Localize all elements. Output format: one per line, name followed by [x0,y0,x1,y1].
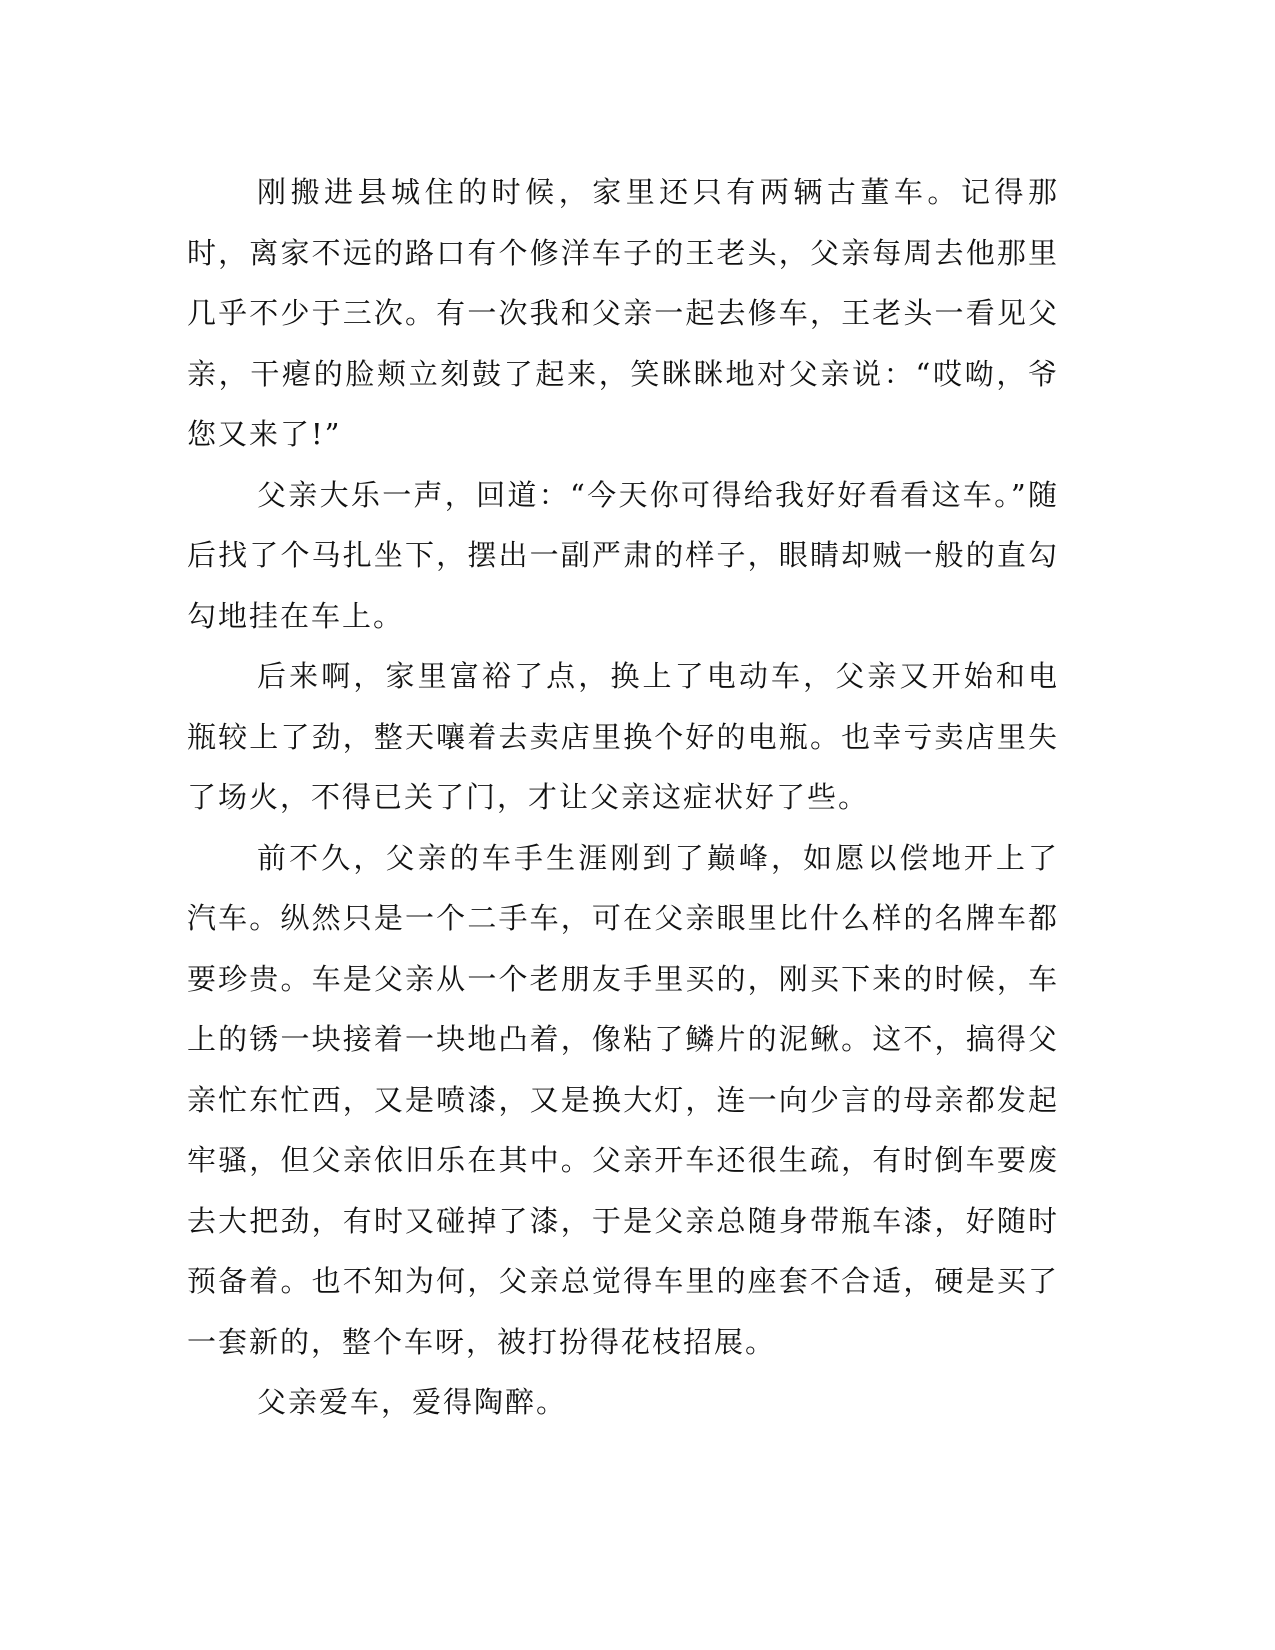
paragraph-2: 父亲大乐一声，回道：“今天你可得给我好好看看这车。”随后找了个马扎坐下，摆出一副严肃的样子，眼睛却贼一般的直勾勾地挂在车上。 [187,477,1059,633]
article-body [187,162,1059,1433]
paragraph-3: 后来啊，家里富裕了点，换上了电动车，父亲又开始和电瓶较上了劲，整天嚷着去卖店里换个好的电瓶。也幸亏卖店里失了场火，不得已关了门，才让父亲这症状好了些。 [187,659,1059,814]
paragraph-5: 父亲爱车，爱得陶醉。 [257,1385,568,1419]
paragraph-4: 前不久，父亲的车手生涯刚到了巅峰，如愿以偿地开上了汽车。纵然只是一个二手车，可在父亲眼里比什么样的名牌车都要珍贵。车是父亲从一个老朋友手里买的，刚买下来的时候，车上的锈一块接着一块地凸着，像粘了鳞片的泥鳅。这不，搞得父亲忙东忙西，又是喷漆，又是换大灯，连一向少言的母亲都发起牢骚，但父亲依旧乐在其中。父亲开车还很生疏，有时倒车要废去大把劲，有时又碰掉了漆，于是父亲总随身带瓶车漆，好随时预备着。也不知为何，父亲总觉得车里的座套不合适，硬是买了一套新的，整个车呀，被打扮得花枝招展。 [187,840,1059,1359]
paragraph-1: 刚搬进县城住的时候，家里还只有两辆古董车。记得那时，离家不远的路口有个修洋车子的王老头，父亲每周去他那里几乎不少于三次。有一次我和父亲一起去修车，王老头一看见父亲，干瘪的脸颊立刻鼓了起来，笑眯眯地对父亲说：“哎呦，爷您又来了!” [187,175,1059,451]
